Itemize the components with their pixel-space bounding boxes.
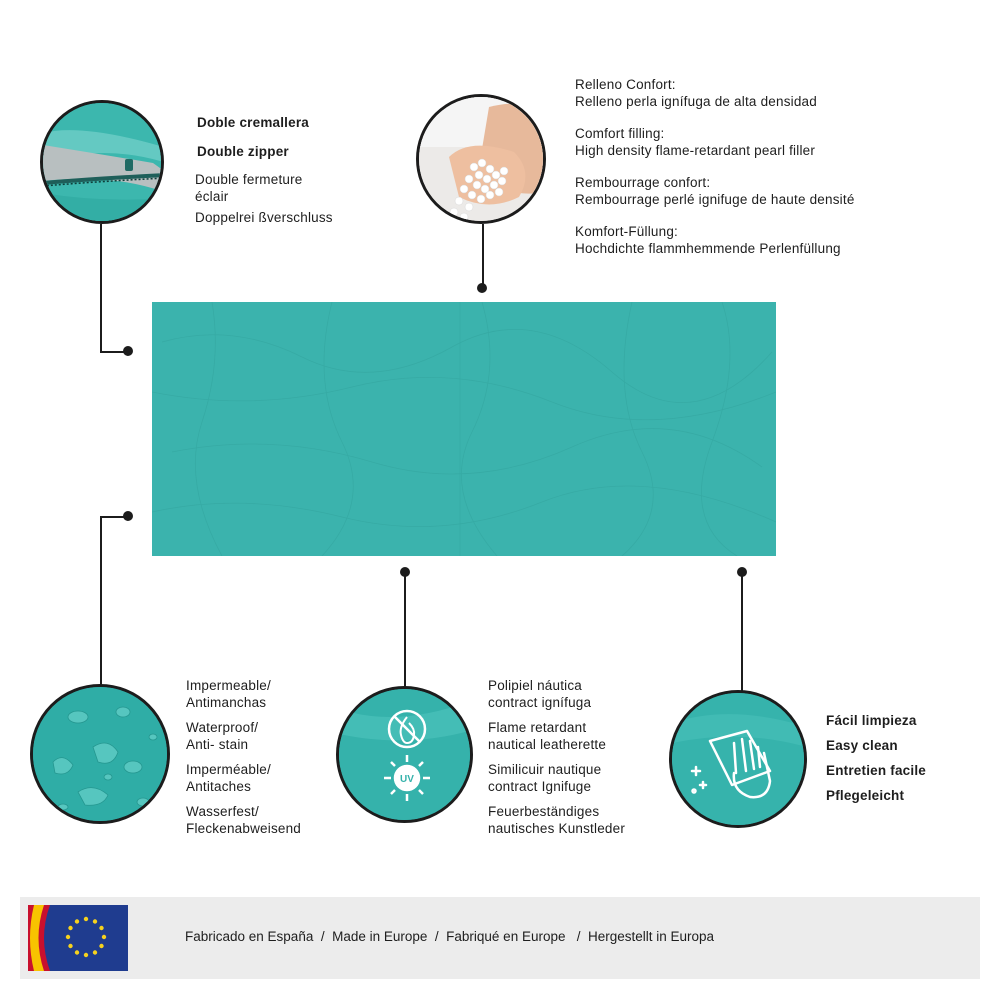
water-droplets-photo — [33, 687, 170, 824]
filling-de-title: Komfort-Füllung: — [575, 224, 678, 239]
flame-connector-vertical — [404, 572, 406, 688]
flame-de-2: nautisches Kunstleder — [488, 820, 626, 836]
clean-es: Fácil limpieza — [826, 713, 917, 728]
filling-de-desc: Hochdichte flammhemmende Perlenfüllung — [575, 240, 841, 256]
filling-fr-title: Rembourrage confort: — [575, 175, 711, 190]
waterproof-en-1: Waterproof/ — [186, 720, 259, 735]
zipper-connector-vertical — [100, 224, 102, 352]
waterproof-en-2: Anti- stain — [186, 736, 249, 752]
uv-label: UV — [400, 774, 414, 785]
clean-connector-vertical — [741, 572, 743, 692]
zipper-text-en: Double zipper — [197, 143, 289, 159]
filling-es-desc: Relleno perla ignífuga de alta densidad — [575, 93, 817, 109]
filling-fr-desc: Rembourrage perlé ignifuge de haute densité — [575, 191, 855, 207]
waterproof-connector-horizontal — [100, 516, 128, 518]
flame-fr-2: contract Ignifuge — [488, 778, 592, 794]
clean-circle — [669, 690, 807, 828]
flame-de-1: Feuerbeständiges — [488, 804, 600, 819]
flame-fr-1: Similicuir nautique — [488, 762, 602, 777]
spain-eu-flag-icon — [28, 905, 128, 971]
leather-texture — [152, 302, 776, 556]
waterproof-text — [186, 678, 301, 837]
filling-connector-dot — [477, 283, 487, 293]
flame-uv-photo — [339, 689, 473, 823]
clean-en: Easy clean — [826, 738, 898, 753]
waterproof-es-1: Impermeable/ — [186, 678, 271, 693]
filling-es-title: Relleno Confort: — [575, 77, 676, 92]
flame-es-2: contract ignífuga — [488, 694, 592, 710]
flame-en-2: nautical leatherette — [488, 736, 607, 752]
filling-photo-circle — [416, 94, 546, 224]
zipper-photo — [43, 103, 164, 224]
leatherette-swatch — [152, 302, 776, 556]
waterproof-fr-1: Imperméable/ — [186, 762, 271, 777]
clean-de: Pflegeleicht — [826, 788, 905, 803]
zipper-text-fr-1: Double fermeture — [195, 172, 303, 187]
waterproof-fr-2: Antitaches — [186, 778, 252, 794]
filling-en-title: Comfort filling: — [575, 126, 665, 141]
zipper-text-de: Doppelrei ßverschluss — [195, 210, 333, 225]
zipper-text-es: Doble cremallera — [197, 115, 310, 130]
waterproof-de-2: Fleckenabweisend — [186, 820, 302, 836]
wipe-hand-photo — [672, 693, 807, 828]
filling-en-desc: High density flame-retardant pearl filler — [575, 142, 816, 158]
flame-es-1: Polipiel náutica — [488, 678, 583, 693]
waterproof-es-2: Antimanchas — [186, 694, 267, 710]
filling-connector-vertical — [482, 224, 484, 286]
zipper-text — [197, 115, 333, 227]
zipper-text-fr-2: éclair — [195, 188, 229, 204]
made-in-band — [20, 897, 980, 979]
flame-en-1: Flame retardant — [488, 720, 587, 735]
filling-text — [575, 77, 855, 257]
made-in-text: Fabricado en España / Made in Europe / Fabriqué en Europe / Hergestellt in Europa — [185, 929, 715, 944]
waterproof-photo-circle — [30, 684, 170, 824]
zipper-connector-dot — [123, 346, 133, 356]
clean-text — [826, 713, 926, 805]
zipper-photo-circle — [40, 100, 164, 224]
flame-text — [488, 678, 625, 837]
filling-photo — [419, 97, 546, 224]
clean-fr: Entretien facile — [826, 763, 926, 778]
waterproof-connector-vertical — [100, 516, 102, 686]
waterproof-de-1: Wasserfest/ — [186, 804, 259, 819]
flame-uv-circle — [336, 686, 473, 823]
